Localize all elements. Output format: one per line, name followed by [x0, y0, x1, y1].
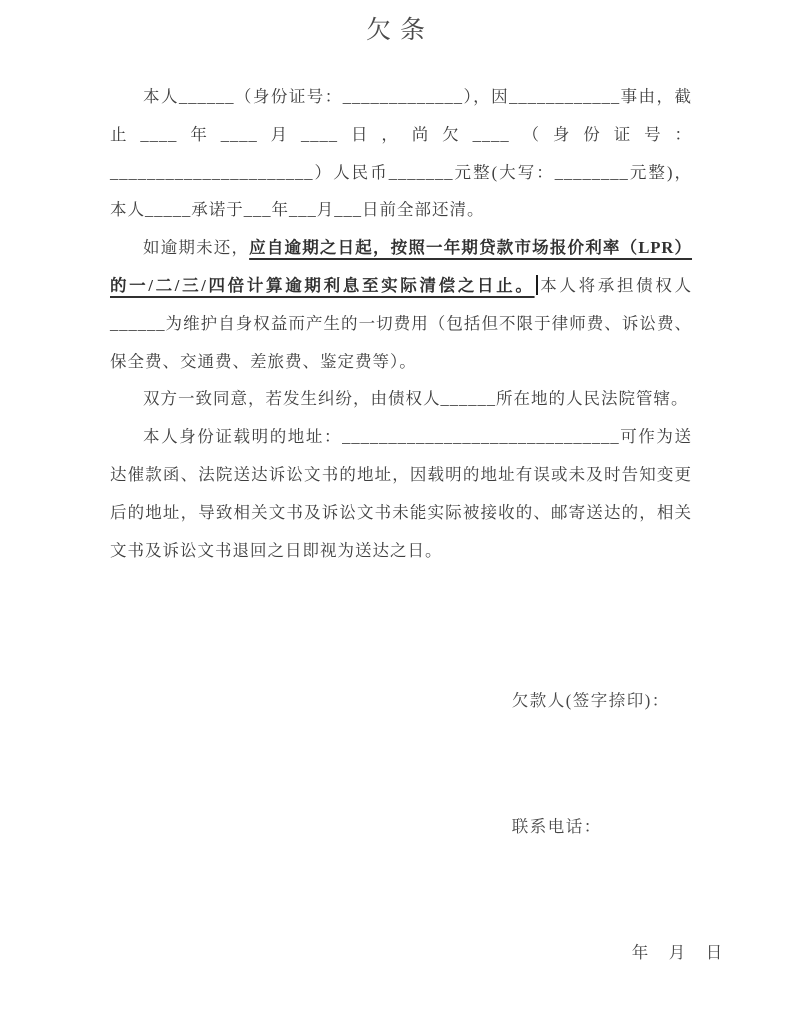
date-line[interactable] — [478, 890, 724, 1016]
signer-line[interactable] — [478, 638, 724, 764]
paragraph-debt-declaration-text: 本人______（身份证号：_____________），因____________事由，截止____年____月____日，尚欠____（身份证号：______________________）人民币_______元整(大写：________元整)，本人_____承诺于___年___月___日前全部还清。 — [110, 87, 692, 220]
text-cursor — [536, 275, 538, 295]
paragraph-jurisdiction[interactable] — [110, 380, 692, 418]
overdue-emphasis-text: 应自逾期之日起，按照一年期贷款市场报价利率（LPR）的一/二/三/四倍计算逾期利息至实际清偿之日止。 — [110, 238, 693, 295]
overdue-costs-text: 本人将承担债权人______为维护自身权益而产生的一切费用（包括但不限于律师费、诉讼费、保全费、交通费、差旅费、鉴定费等）。 — [110, 275, 692, 371]
document-body — [110, 78, 692, 569]
paragraph-debt-declaration[interactable] — [110, 78, 692, 229]
phone-label: 联系电话： — [511, 817, 602, 836]
paragraph-service-address[interactable] — [110, 418, 692, 569]
paragraph-jurisdiction-text: 双方一致同意，若发生纠纷，由债权人______所在地的人民法院管辖。 — [143, 389, 689, 409]
overdue-lead-text: 如逾期未还， — [143, 238, 250, 258]
signer-label: 欠款人(签字捺印)： — [511, 691, 670, 710]
signature-block — [478, 638, 724, 1016]
phone-line[interactable] — [478, 764, 724, 890]
document-title: 欠条 — [365, 17, 434, 44]
document-page[interactable] — [0, 10, 800, 962]
date-label: 年 月 日 — [631, 943, 725, 962]
paragraph-overdue-interest[interactable] — [110, 229, 692, 380]
paragraph-service-address-text: 本人身份证载明的地址：______________________________可作为送达催款函、法院送达诉讼文书的地址，因载明的地址有误或未及时告知变更后的地址，导致相关文书及诉讼文书未能实际被接收的、邮寄送达的，相关文书及诉讼文书退回之日即视为送达之日。 — [110, 427, 692, 560]
